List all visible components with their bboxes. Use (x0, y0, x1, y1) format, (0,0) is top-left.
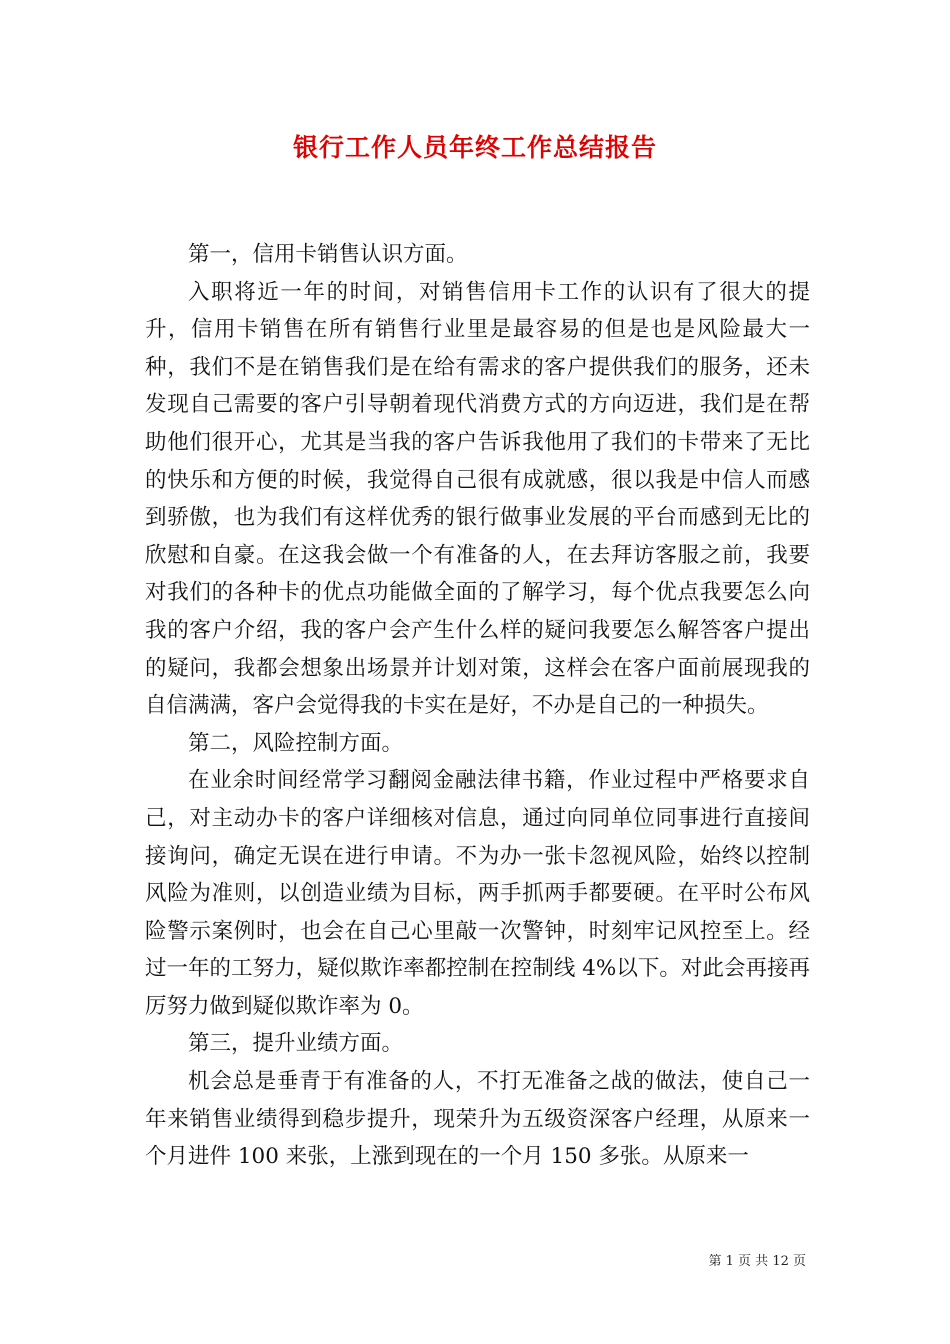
paragraph-3: 机会总是垂青于有准备的人，不打无准备之战的做法，使自己一年来销售业绩得到稳步提升，现荣升为五级资深客户经理，从原来一个月进件 100 来张，上涨到现在的一个月 150 多张。从原来一 (145, 1069, 810, 1170)
paragraph-2: 在业余时间经常学习翻阅金融法律书籍，作业过程中严格要求自己，对主动办卡的客户详细核对信息，通过向同单位同事进行直接间接询问，确定无误在进行申请。不为办一张卡忽视风险，始终以控制风险为准则，以创造业绩为目标，两手抓两手都要硬。在平时公布风险警示案例时，也会在自己心里敲一次警钟，时刻牢记风控至上。经过一年的工努力，疑似欺诈率都控制在控制线 4%以下。对此会再接再厉努力做到疑似欺诈率为 0。 (145, 768, 810, 1019)
paragraph-heading-1: 第一，信用卡销售认识方面。 (188, 242, 468, 267)
document-body (145, 236, 810, 1176)
page-number: 第 1 页 共 12 页 (708, 1254, 806, 1269)
paragraph-heading-2: 第二，风险控制方面。 (188, 730, 404, 756)
paragraph-heading-3: 第三，提升业绩方面。 (188, 1031, 404, 1057)
document-title: 银行工作人员年终工作总结报告 (292, 133, 657, 162)
paragraph-1: 入职将近一年的时间，对销售信用卡工作的认识有了很大的提升，信用卡销售在所有销售行业里是最容易的但是也是风险最大一种，我们不是在销售我们是在给有需求的客户提供我们的服务，还未发现自己需要的客户引导朝着现代消费方式的方向迈进，我们是在帮助他们很开心，尤其是当我的客户告诉我他用了我们的卡带来了无比的快乐和方便的时候，我觉得自己很有成就感，很以我是中信人而感到骄傲，也为我们有这样优秀的银行做事业发展的平台而感到无比的欣慰和自豪。在这我会做一个有准备的人，在去拜访客服之前，我要对我们的各种卡的优点功能做全面的了解学习，每个优点我要怎么向我的客户介绍，我的客户会产生什么样的疑问我要怎么解答客户提出的疑问，我都会想象出场景并计划对策，这样会在客户面前展现我的自信满满，客户会觉得我的卡实在是好，不办是自己的一种损失。 (145, 279, 810, 719)
